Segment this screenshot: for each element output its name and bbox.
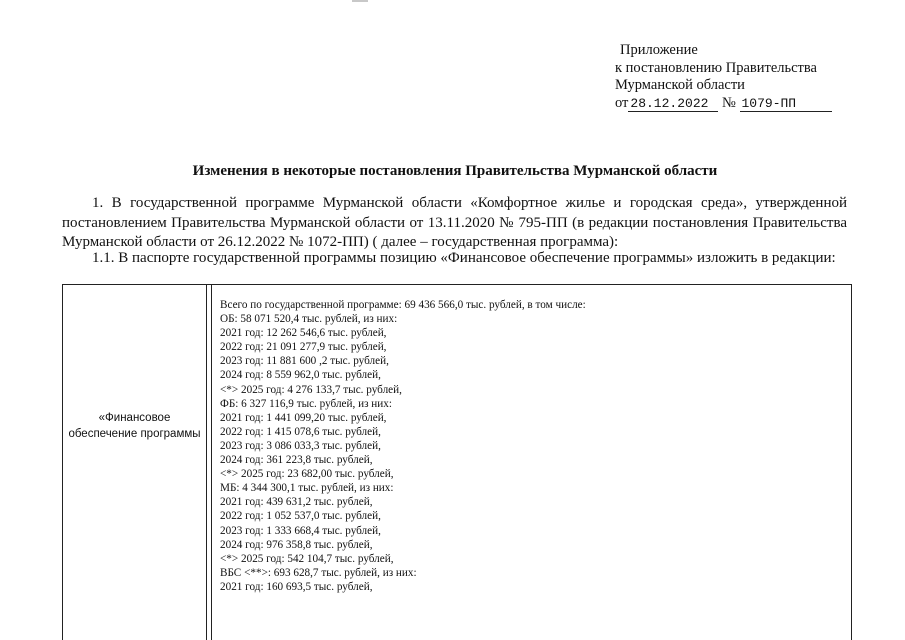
table-label-line-1: «Финансовое <box>98 412 171 424</box>
appendix-region: Мурманской области <box>615 77 745 93</box>
number-prefix: № <box>722 94 736 111</box>
financing-line: 2024 год: 976 358,8 тыс. рублей, <box>220 538 373 551</box>
financing-line: 2021 год: 12 262 546,6 тыс. рублей, <box>220 327 387 340</box>
financing-line: 2023 год: 1 333 668,4 тыс. рублей, <box>220 524 381 537</box>
table-label-line-2: обеспечение программы <box>68 427 201 440</box>
financing-line: 2021 год: 160 693,5 тыс. рублей, <box>220 580 373 593</box>
financing-line: ФБ: 6 327 116,9 тыс. рублей, из них: <box>220 397 392 410</box>
financing-line: 2024 год: 8 559 962,0 тыс. рублей, <box>220 369 381 382</box>
financing-line: 2022 год: 1 052 537,0 тыс. рублей, <box>220 510 381 523</box>
financing-line: <*> 2025 год: 23 682,00 тыс. рублей, <box>220 468 394 481</box>
financing-line: МБ: 4 344 300,1 тыс. рублей, из них: <box>220 482 394 495</box>
financing-line: 2022 год: 21 091 277,9 тыс. рублей, <box>220 341 387 354</box>
appendix-dateline <box>615 95 855 113</box>
date-prefix: от <box>615 94 629 111</box>
appendix-heading: Приложение <box>620 42 698 58</box>
resolution-date: 28.12.2022 <box>628 96 718 112</box>
table-value-cell <box>211 285 851 640</box>
financing-line: <*> 2025 год: 542 104,7 тыс. рублей, <box>220 552 394 565</box>
financing-line: 2021 год: 439 631,2 тыс. рублей, <box>220 496 373 509</box>
appendix-block <box>615 42 855 112</box>
financing-line: Всего по государственной программе: 69 436 566,0 тыс. рублей, в том числе: <box>220 299 586 311</box>
financing-line: 2022 год: 1 415 078,6 тыс. рублей, <box>220 425 381 438</box>
scan-artifact <box>352 0 368 2</box>
document-title: Изменения в некоторые постановления Правительства Мурманской области <box>192 163 718 179</box>
appendix-reference: к постановлению Правительства <box>615 59 817 76</box>
financing-line: 2024 год: 361 223,8 тыс. рублей, <box>220 454 373 467</box>
financing-line: 2023 год: 3 086 033,3 тыс. рублей, <box>220 439 381 452</box>
financing-line: 2023 год: 11 881 600 ,2 тыс. рублей, <box>220 355 389 368</box>
paragraph-1: 1. В государственной программе Мурманской области «Комфортное жилье и городская среда», утвержденной постановлением Правительства Мурманской области от 13.11.2020 № 795-ПП (в редакции постановления Правительства Мурманской области от 26.12.2022 № 1072-ПП) ( далее – государственная программа): <box>62 195 847 250</box>
table-label <box>63 411 206 442</box>
financing-line: ВБС <**>: 693 628,7 тыс. рублей, из них: <box>220 566 417 579</box>
financing-line: ОБ: 58 071 520,4 тыс. рублей, из них: <box>220 313 398 326</box>
table-label-cell <box>63 285 207 640</box>
paragraph-1-1: 1.1. В паспорте государственной программы позицию «Финансовое обеспечение программы» изложить в редакции: <box>92 250 836 266</box>
resolution-number: 1079-ПП <box>740 96 832 112</box>
financing-line: 2021 год: 1 441 099,20 тыс. рублей, <box>220 411 387 424</box>
financing-lines <box>220 298 586 594</box>
financing-table <box>62 284 852 640</box>
financing-line: <*> 2025 год: 4 276 133,7 тыс. рублей, <box>220 383 402 396</box>
